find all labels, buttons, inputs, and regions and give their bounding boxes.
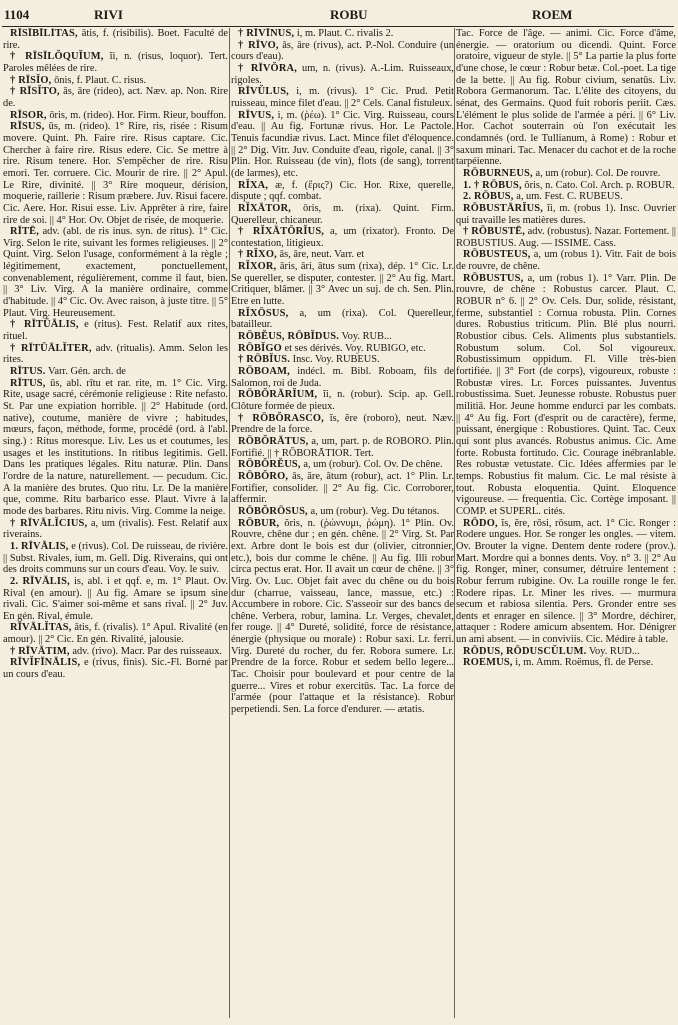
running-header: [0, 5, 678, 27]
entry-definition: a, um (robur). Col. Ov. De chêne.: [303, 459, 443, 471]
dictionary-entry: [3, 541, 228, 576]
entry-headword: 1. † RŌBUS,: [463, 179, 522, 191]
entry-headword: RŌBURNEUS,: [463, 167, 533, 179]
entry-definition: ōnis, f. Plaut. C. risus.: [54, 74, 147, 86]
entry-headword: † RŌBĬUS.: [238, 354, 291, 366]
dictionary-entry: [456, 657, 676, 669]
dictionary-entry: [3, 28, 228, 51]
entry-headword: ROEMUS,: [463, 657, 513, 669]
entry-definition: a, um (rixator). Fronto. De contestation, litigieux.: [231, 226, 454, 249]
entry-definition: et ses dérivés. Voy. RUBIGO, etc.: [284, 342, 426, 354]
entry-headword: † RĪVĪNUS,: [238, 28, 295, 39]
entry-definition: Voy. RUB...: [341, 331, 392, 343]
entry-definition: i, m. Plaut. C. rivalis 2.: [296, 28, 394, 39]
entry-definition: i, m. (rivus). 1° Cic. Prud. Petit ruisseau, mince filet d'eau. || 2° Cels. Canal fistuleux.: [231, 86, 454, 109]
entry-definition: ōris, m. (rixa). Quint. Firm. Querelleur, chicaneur.: [231, 202, 454, 226]
dictionary-entry: [456, 226, 676, 249]
entry-definition: i, m. Amm. Roëmus, fl. de Perse.: [515, 657, 654, 669]
dictionary-entry: [231, 459, 454, 471]
entry-headword: RŌBUR,: [238, 517, 280, 529]
dictionary-entry: [231, 413, 454, 436]
dictionary-entry: [231, 63, 454, 86]
entry-headword: RŌBĔUS, RŌBĬDUS.: [238, 331, 340, 343]
entry-definition: ātis, f. (rivalis). 1° Apul. Rivalité (en amour). || 2° Cic. En gén. Rivalité, jalousie.: [3, 622, 228, 646]
entry-headword: RŌBŎRO,: [238, 470, 289, 482]
dictionary-entry: [231, 343, 454, 355]
dictionary-entry: [3, 657, 228, 680]
entry-headword: † RĬXO,: [238, 249, 277, 261]
entry-definition: a, um, part. p. de ROBORO. Plin. Fortifié. || † RŌBORĀTIOR. Tert.: [231, 435, 454, 459]
dictionary-entry: [231, 203, 454, 226]
dictionary-entry: [231, 471, 454, 506]
center-guide-word: ROBU: [330, 7, 368, 22]
dictionary-entry: [456, 646, 676, 658]
dictionary-entry: [231, 354, 454, 366]
dictionary-entry: [3, 378, 228, 518]
entry-definition: ās, āre, neut. Varr. et: [279, 249, 365, 261]
entry-headword: † RĪTŪĀLIS,: [10, 319, 79, 331]
dictionary-entry: [231, 28, 454, 40]
dictionary-entry: [231, 226, 454, 249]
dictionary-entry: [231, 389, 454, 412]
dictionary-entry: [231, 249, 454, 261]
entry-headword: † RĪSĪLŎQUĬUM,: [10, 51, 104, 63]
left-guide-word: RIVI: [94, 7, 123, 22]
entry-headword: † RŌBŎRASCO,: [238, 412, 324, 424]
dictionary-entry: [3, 226, 228, 319]
dictionary-entry: [456, 249, 676, 272]
entry-definition: ĭs, ĕre (roboro), neut. Næv. Prendre de la force.: [231, 412, 454, 436]
dictionary-entry: [231, 40, 454, 63]
dictionary-entry: [456, 273, 676, 518]
entry-headword: 1. RĪVĀLIS,: [10, 540, 69, 552]
entry-definition: adv. (abl. de ris inus. syn. de ritus). 1° Cic. Virg. Selon le rite, suivant les formes religieuses. || 2° Quint. Virg. Selon l'usage, conformément à la règle ; légitimement, exactement, ponctuellement, convenablement, régulièrement, comme il faut, bien. || 3° Liv. Virg. A la manière ordinaire, comme d'habitude. || 4° Cic. Ov. Avec raison, à juste titre. || 5° Plaut. Virg. Heureusement.: [3, 226, 228, 319]
entry-headword: 2. RŌBUS,: [463, 191, 514, 203]
dictionary-entry: [231, 366, 454, 389]
entry-headword: † RĪSĬO,: [10, 74, 52, 86]
column-divider: [454, 28, 455, 1018]
dictionary-entry: [231, 86, 454, 109]
dictionary-entry: [3, 319, 228, 342]
entry-headword: RŌDO,: [463, 517, 498, 529]
entry-definition: Insc. Voy. RUBEUS.: [292, 354, 380, 366]
dictionary-entry: [3, 51, 228, 74]
dictionary-entry: [231, 261, 454, 308]
dictionary-entry: [231, 110, 454, 180]
entry-definition: um, n. (rivus). A.-Lim. Ruisseaux, rigoles.: [231, 62, 454, 86]
entry-headword: † RĪVĀTIM,: [10, 645, 70, 657]
entry-definition: ūs, m. (rideo). 1° Rire, ris, risée : Risum movere. Quint. Ph. Faire rire. Risus captare. Cic. Chercher à faire rire. Risus edere. Cic. Se mettre à rire. Risum tenere. Hor. S'empêcher de rire. Risu emori. Ter. corruere. Cic. Mourir de rire. || 2° Apul. Le Rire, divinité. || 3° Rire moqueur, dérision, moquerie, raillerie : Risum præbere. Juv. Risui facere. Cic. Aere. Hor. Risui esse. Liv. Apprêter à rire, faire rire de soi. || 4° Hor. Ov. Objet de risée, de moquerie.: [3, 121, 228, 226]
entry-definition: a, um (rivalis). Fest. Relatif aux riverains.: [3, 517, 228, 541]
columns: [0, 28, 678, 1020]
entry-headword: RĪVŬLUS,: [238, 86, 289, 98]
entry-headword: RŌBŎRĀRĬUM,: [238, 389, 318, 401]
entry-definition: adv. (robustus). Nazar. Fortement. || ROBUSTIUS. Aug. — ISSIME. Cass.: [456, 226, 676, 249]
dictionary-entry: [456, 28, 676, 168]
dictionary-entry: [456, 518, 676, 646]
entry-headword: RŌBUSTĀRĬUS,: [463, 202, 544, 214]
dictionary-entry: [231, 436, 454, 459]
page-number: 1104: [4, 7, 30, 22]
dictionary-entry: [3, 576, 228, 623]
entry-definition: ĭi, n. (risus, loquor). Tert. Paroles mêlées de rire.: [3, 51, 228, 74]
entry-headword: RĪSUS,: [10, 121, 45, 133]
entry-headword: RĪTUS.: [10, 366, 46, 378]
entry-definition: ŏris, n. Cato. Col. Arch. p. ROBUR.: [524, 179, 675, 191]
dictionary-entry: [3, 646, 228, 658]
dictionary-entry: [456, 168, 676, 180]
entry-definition: ōris, m. (rideo). Hor. Firm. Rieur, bouffon.: [49, 109, 227, 121]
entry-definition: Tac. Force de l'âge. — animi. Cic. Force d'âme, énergie. — oratorium ou dicendi. Quint. Force oratoire, vigueur de style. || 5° La partie la plus forte d'une chose, le cœur : Robur betæ. Col.-poet. La tige de la bette. || Au fig. Robur civium, senatūs. Liv. Robora Germanorum. Tac. L'élite des citoyens, du sénat, des Germains. Quod fuit roboris periit. Cæs. L'élément le plus solide de l'armée a péri. || 6° Liv. Hor. Cachot souterrain où l'on exécutait les condamnés (ord. le Tullianum, à Rome) : Robur et saxum minari. Tac. Menacer du cachot et de la roche tarpéienne.: [456, 28, 676, 168]
entry-headword: RĪVĬFĪNĀLIS,: [10, 657, 81, 669]
entry-headword: RŌBUSTUS,: [463, 272, 524, 284]
entry-headword: RĬXA,: [238, 179, 269, 191]
entry-definition: i, m. (ῥέω). 1° Cic. Virg. Ruisseau, cours d'eau. || Au fig. Fortunæ rivus. Hor. Le Pactole. Tenuis facundiæ rivus. Lact. Mince filet d'éloquence. || 2° Dig. Vitr. Juv. Conduite d'eau, rigole, canal. || 3° Plin. Hor. Ruisseau (de vin), flots (de sang), torrent (de larmes), etc.: [231, 109, 454, 179]
entry-headword: † RĪVĀLĬCIUS,: [10, 517, 88, 529]
entry-definition: āris, āri, ātus sum (rixa), dép. 1° Cic. Lr. Se quereller, se disputer, contester. || 2° Au fig. Mart. Critiquer, blâmer. || 3° Avec un suj. de ch. Sen. Plin. Etre en lutte.: [231, 261, 454, 308]
entry-definition: e (ritus). Fest. Relatif aux rites, rituel.: [3, 319, 228, 343]
dictionary-entry: [3, 121, 228, 226]
dictionary-entry: [3, 518, 228, 541]
entry-headword: † RŌBUSTĒ,: [463, 226, 526, 238]
entry-definition: e (rivus, finis). Sic.-Fl. Borné par un cours d'eau.: [3, 657, 228, 681]
dictionary-entry: [3, 366, 228, 378]
entry-headword: RĪSOR,: [10, 109, 47, 121]
entry-definition: a, um. Fest. C. RUBEUS.: [516, 191, 623, 203]
entry-definition: a, um (robur). Veg. Du tétanos.: [310, 505, 440, 517]
dictionary-entry: [3, 86, 228, 109]
entry-headword: † RĪSĬTO,: [10, 86, 60, 98]
entry-headword: RĪTUS,: [10, 377, 46, 389]
dictionary-entry: [3, 343, 228, 366]
entry-definition: æ, f. (ἔρις?) Cic. Hor. Rixe, querelle, dispute ; qqf. combat.: [231, 179, 454, 203]
entry-headword: RĪVĀLĬTAS,: [10, 622, 72, 634]
dictionary-entry: [231, 331, 454, 343]
entry-definition: a, um (robus 1). Vitr. Fait de bois de rouvre, de chêne.: [456, 249, 676, 273]
right-guide-word: ROEM: [532, 7, 573, 22]
entry-definition: ūs, abl. rītu et rar. rite, m. 1° Cic. Virg. Rite, usage sacré, cérémonie religieuse : Rite nefasto. St. Par une expiation horrible. || 2° Habitude (ord. native), coutume, manière de vivre ; habitudes, mœurs, façon, méthode, forme, procédé (ord. à l'abl. sing.) : Ritus moresque. Liv. Les us et coutumes, les usages et les institutions. In ritibus legitimis. Gell. Dans les pratiques légales. Ritu naturæ. Plin. Dans l'ordre de la nature, naturellement. — pecudum. Cic. A la manière des brutes. Quo ritu. Lr. De la manière que, comme. Ritu barbarico esse. Plaut. Vivre à la mode des barbares. Ritu nivis. Virg. Comme la neige.: [3, 377, 228, 517]
entry-definition: ĭs, ĕre, rōsi, rōsum, act. 1° Cic. Ronger : Rodere ungues. Hor. Se ronger les ongles. — vitem. Ov. Brouter la vigne. Dentem dente rodere (prov.). Mart. Mordre qui a bonnes dents. Voy. n° 3. || 2° Au fig. Ronger, miner, consumer, détruire lentement : Robur ferrum rubigine. Ov. La rouille ronge le fer. Rodere ripas. Lr. Miner les rives. — murmura secum et rabiosa silentia. Pers. Gronder entre ses dents et enrager en silence. || 3° Mordre, déchirer, attaquer : Rodere amicum absentem. Hor. Dénigrer un ami absent. — in conviviis. Cic. Médire à table.: [456, 517, 676, 646]
column-1: [3, 28, 228, 1018]
entry-definition: adv. (ritualis). Amm. Selon les rites.: [3, 342, 228, 366]
entry-headword: 2. RĪVĀLIS,: [10, 575, 70, 587]
entry-headword: RŌBŎRĀTUS,: [238, 435, 309, 447]
entry-headword: † RĪVŎRA,: [238, 62, 298, 74]
entry-headword: RĬXĀTOR,: [238, 202, 292, 214]
entry-definition: ŏris, n. (ῥώννυμι, ῥώμη). 1° Plin. Ov. Rouvre, chêne dur ; en gén. chêne. || 2° Virg. St. Par ext. Arbre dont le bois est dur (olivier, citronnier, etc.), bois dur comme le chêne. || Au fig. Illi robur circa pectus erat. Hor. Il avait un cœur de chêne. || 3° Virg. Ov. Luc. Objet fait avec du chêne ou du bois dur (charrue, vaisseau, lance, massue, etc.) : Accumbere in robore. Cic. S'asseoir sur des bancs de chêne. Verbera, robur, lamina. Lr. Verges, chevalet, fer rouge. || 4° Dureté, solidité, force de résistance, énergie (physique ou morale) : Robur saxi. Lr. ferri. Virg. Dureté du rocher, du fer. Robora sumere. Lr. Prendre de la force. Robur et sedem bello legere... Tac. Choisir pour boulevard et pour centre de la guerre... Vires et robur exercitūs. Tac. La force de l'armée (pour l'attaque et la résistance). Robur perpetiendi. Sen. La force d'endurer. — ætatis.: [231, 517, 454, 716]
entry-definition: Voy. RUD...: [588, 645, 640, 657]
dictionary-entry: [3, 110, 228, 122]
entry-definition: indécl. m. Bibl. Roboam, fils de Salomon, roi de Juda.: [231, 366, 454, 389]
dictionary-entry: [456, 191, 676, 203]
dictionary-entry: [456, 180, 676, 192]
column-3: [456, 28, 676, 1018]
entry-definition: adv. (rivo). Macr. Par des ruisseaux.: [72, 645, 223, 657]
dictionary-entry: [3, 622, 228, 645]
entry-headword: RĪSĪBĪLĬTAS,: [10, 28, 78, 39]
dictionary-entry: [231, 180, 454, 203]
header-rule: [2, 26, 674, 27]
entry-definition: a, um (robur). Col. De rouvre.: [535, 167, 661, 179]
column-divider: [229, 28, 230, 1018]
dictionary-entry: [3, 75, 228, 87]
entry-definition: a, um (rixa). Col. Querelleur, batailleur.: [231, 307, 454, 331]
entry-definition: a, um (robus 1). 1° Varr. Plin. De rouvre, de chêne : Robustus carcer. Plaut. C. ROBUR n° 6. || 2° Ov. Cels. Dur, solide, résistant, ferme, substantiel : Cornua robusta. Plin. Cornes dures. Robustius triticum. Plin. Blé plus nourri. Robustior cibus. Cels. Aliments plus substantiels. Robustum solum. Col. Sol vigoureux. Robustissimum oppidum. Fl. Ville très-bien fortifiée. || 3° Fort (de corps), vigoureux, robuste : Robustæ vires. Lr. Forces puissantes. Juventus robustissima. Suet. Jeunesse robuste. Robustus puer militiā. Hor. Jeune homme endurci par les combats. || 4° Au fig. Fort (d'esprit ou de caractère), ferme, puissant, énergique : Robustiores. Quint. Tac. Ceux qui sont plus avancés. Robustus animus. Cic. Ame forte. Robusta fortitudo. Cic. Courage inébranlable. Res robustæ vetustate. Cic. Idées affermies par le temps. Robustius fit malum. Cic. Le mal résiste à tout. Robusta eloquentia. Quint. Eloquence vigoureuse. — frequentia. Cic. Cortège imposant. || COMP. et SUPERL. cités.: [456, 272, 676, 517]
entry-definition: ās, āre (rideo), act. Næv. ap. Non. Rire de.: [3, 86, 228, 109]
entry-headword: RŌBĬGO: [238, 342, 282, 354]
entry-headword: † RĪTŪĀLĬTER,: [10, 342, 92, 354]
column-2: [231, 28, 454, 1018]
entry-headword: RŌDUS, RŌDUSCŬLUM.: [463, 645, 587, 657]
entry-headword: RĪVUS,: [238, 109, 275, 121]
entry-headword: RŌBUSTEUS,: [463, 249, 531, 261]
entry-headword: RĪTĒ,: [10, 226, 40, 238]
entry-definition: ās, āre, ātum (robur), act. 1° Plin. Lr. Fortifier, consolider. || 2° Au fig. Cic. Corroborer, affermir.: [231, 470, 454, 506]
entry-headword: RŌBŎRĔUS,: [238, 459, 301, 471]
entry-definition: ĭi, m. (robus 1). Insc. Ouvrier qui travaille les matières dures.: [456, 202, 676, 226]
entry-headword: RĬXŌSUS,: [238, 307, 289, 319]
entry-headword: RŌBOAM,: [238, 366, 290, 378]
dictionary-entry: [231, 506, 454, 518]
entry-definition: ĭi, n. (robur). Scip. ap. Gell. Clôture formée de pieux.: [231, 389, 454, 412]
entry-definition: is, abl. i et qqf. e, m. 1° Plaut. Ov. Rival (en amour). || Au fig. Amare se ipsum sine rivali. Cic. S'aimer soi-même et sans rival. || 2° Juv. En gén. Rival, émule.: [3, 575, 228, 622]
entry-headword: † RĬXĀTŌRĬUS,: [238, 226, 325, 238]
entry-definition: ātis, f. (risibilis). Boet. Faculté de rire.: [3, 28, 228, 51]
entry-definition: ās, āre (rivus), act. P.-Nol. Conduire (un cours d'eau).: [231, 39, 454, 63]
dictionary-entry: [231, 518, 454, 716]
entry-definition: e (rivus). Col. De ruisseau, de rivière. || Subst. Rivales, ium, m. Gell. Dig. Riverains, qui ont des droits communs sur un cours d'eau. Voy. le suiv.: [3, 540, 228, 576]
entry-headword: RŌBŎRŌSUS,: [238, 505, 308, 517]
entry-headword: RĬXOR,: [238, 261, 277, 273]
entry-headword: † RĪVO,: [238, 39, 279, 51]
dictionary-entry: [231, 308, 454, 331]
dictionary-entry: [456, 203, 676, 226]
entry-definition: Varr. Gén. arch. de: [47, 366, 126, 378]
